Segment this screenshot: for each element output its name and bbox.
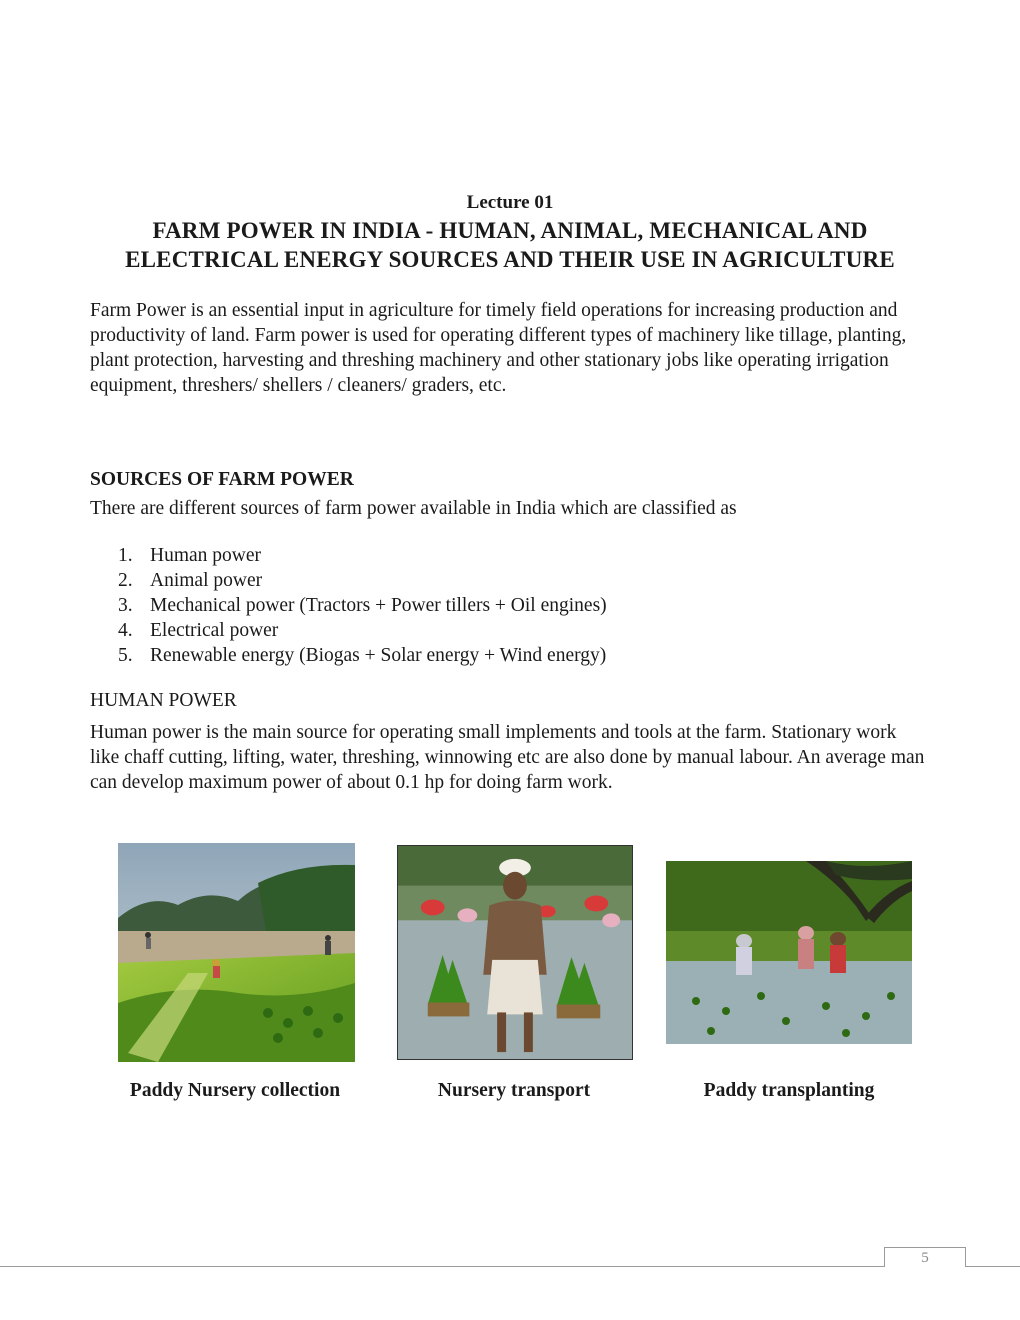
list-item — [118, 618, 607, 643]
list-item-text: Mechanical power (Tractors + Power tillers + Oil engines) — [150, 595, 607, 616]
list-item — [118, 568, 607, 593]
human-power-paragraph: Human power is the main source for operating small implements and tools at the farm. Stationary work like chaff cutting, lifting, water, threshing, winnowing etc are also done by manual labour. An average man can develop maximum power of about 0.1 hp for doing farm work. — [90, 722, 925, 793]
list-item — [118, 643, 607, 668]
caption-nursery-transport: Nursery transport — [437, 1080, 591, 1101]
list-item-number: 1. — [118, 545, 133, 566]
title-line-2: ELECTRICAL ENERGY SOURCES AND THEIR USE IN AGRICULTURE — [125, 247, 895, 272]
paddy-nursery-photo — [118, 843, 355, 1062]
paddy-transplanting-photo — [666, 861, 912, 1044]
title-line-1: FARM POWER IN INDIA - HUMAN, ANIMAL, MECHANICAL AND — [152, 218, 868, 243]
list-item-text: Renewable energy (Biogas + Solar energy + Wind energy) — [150, 645, 607, 666]
list-item — [118, 543, 607, 568]
list-item-number: 5. — [118, 645, 133, 666]
lecture-number: Lecture 01 — [466, 192, 554, 213]
list-item-text: Electrical power — [150, 620, 279, 641]
sources-list — [118, 543, 607, 668]
nursery-transport-photo — [397, 845, 633, 1060]
list-item-text: Animal power — [150, 570, 263, 591]
list-item-number: 4. — [118, 620, 133, 641]
caption-paddy-transplanting: Paddy transplanting — [703, 1080, 875, 1101]
intro-paragraph: Farm Power is an essential input in agriculture for timely field operations for increasing production and productivity of land. Farm power is used for operating different types of machinery like tillage, planting, plant protection, harvesting and threshing machinery and other stationary jobs like operating irrigation equipment, threshers/ shellers / cleaners/ graders, etc. — [90, 300, 907, 396]
sources-intro: There are different sources of farm power available in India which are classified as — [90, 498, 737, 519]
page-title — [60, 216, 960, 274]
footer-rule — [0, 1266, 1020, 1267]
list-item — [118, 593, 607, 618]
list-item-text: Human power — [150, 545, 262, 566]
caption-paddy-nursery: Paddy Nursery collection — [129, 1080, 341, 1101]
list-item-number: 2. — [118, 570, 133, 591]
list-item-number: 3. — [118, 595, 133, 616]
human-power-heading: HUMAN POWER — [90, 690, 237, 711]
sources-heading: SOURCES OF FARM POWER — [90, 469, 354, 490]
page-number: 5 — [921, 1250, 929, 1266]
